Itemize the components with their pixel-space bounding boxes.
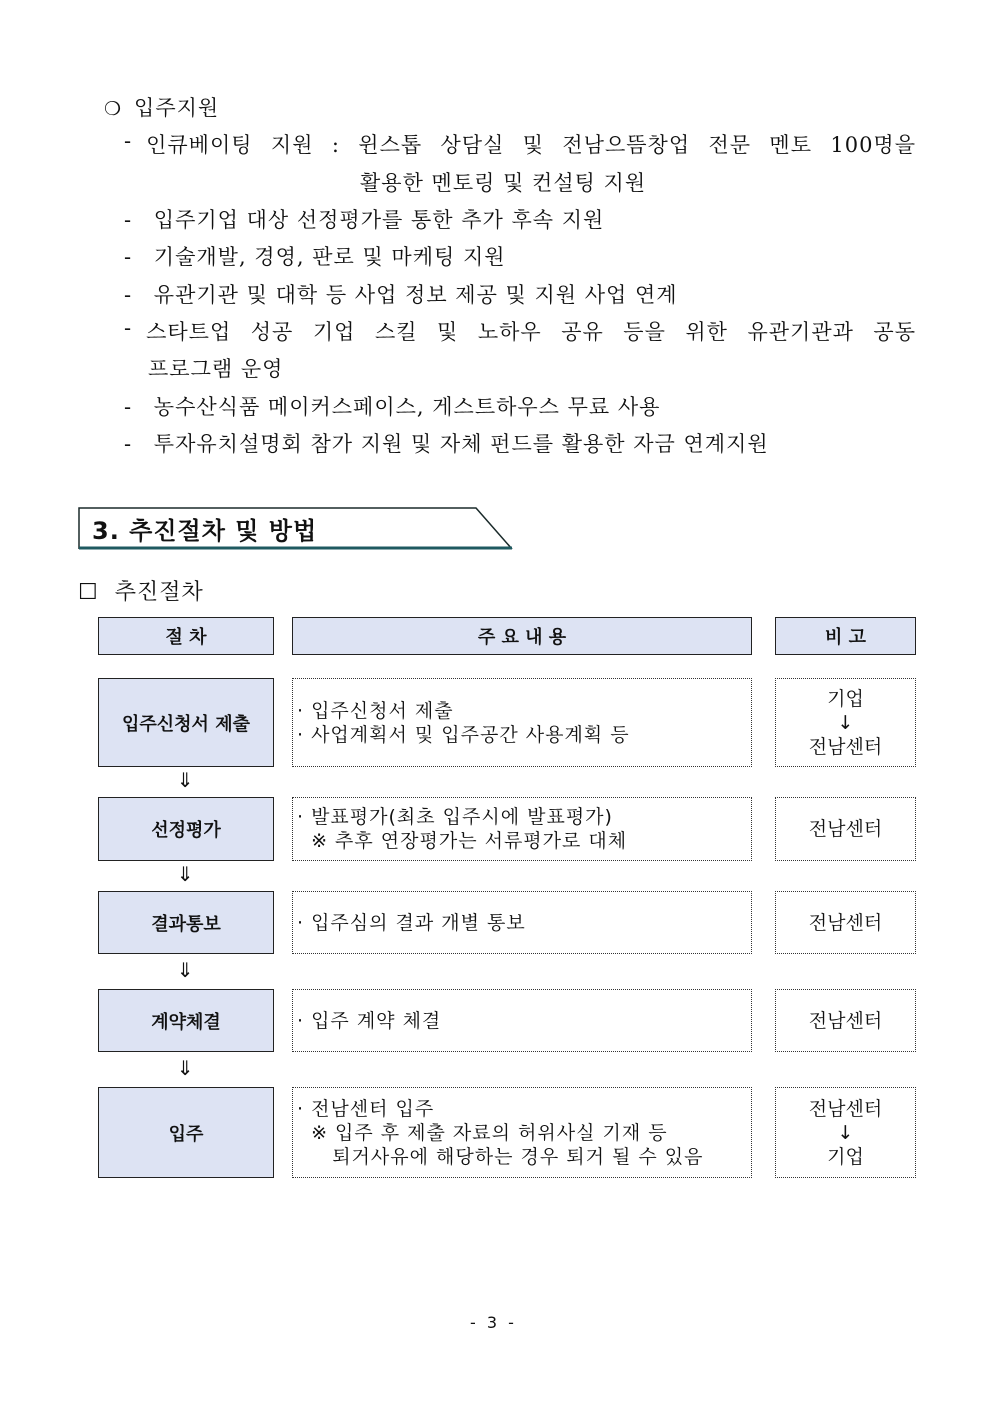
- flow-arrow-icon: ⇓: [176, 862, 194, 886]
- note-line: 전남센터: [808, 911, 883, 934]
- support-item-5-cont: 프로그램 운영: [148, 357, 284, 381]
- step-move-in: 입주: [98, 1087, 274, 1178]
- procedure-title: 추진절차: [114, 580, 204, 605]
- checkbox-icon: ☐: [78, 580, 99, 605]
- flow-arrow-icon: ⇓: [176, 958, 194, 982]
- support-item-3: [124, 241, 506, 271]
- content-line: 퇴거사유에 해당하는 경우 퇴거 될 수 있음: [297, 1145, 704, 1168]
- down-arrow-icon: ↓: [837, 711, 854, 734]
- support-item-4: [124, 279, 678, 309]
- header-step: 절 차: [98, 617, 274, 655]
- flow-arrow-icon: ⇓: [176, 768, 194, 792]
- content-contract: [292, 989, 752, 1052]
- note-notification: [775, 891, 916, 954]
- support-item-text: 농수산식품 메이커스페이스, 게스트하우스 무료 사용: [153, 395, 661, 419]
- note-move-in: [775, 1087, 916, 1178]
- content-line: · 입주 계약 체결: [297, 1009, 442, 1032]
- step-application: 입주신청서 제출: [98, 678, 274, 767]
- note-line: 기업: [827, 1145, 864, 1168]
- dash: -: [124, 283, 133, 307]
- note-contract: [775, 989, 916, 1052]
- support-item-text: 인큐베이팅 지원 : 윈스톱 상담실 및 전남으뜸창업 전문 멘토 100명을: [146, 133, 916, 157]
- content-line: ※ 입주 후 제출 자료의 허위사실 기재 등: [297, 1121, 668, 1144]
- content-line: · 입주심의 결과 개별 통보: [297, 911, 526, 934]
- down-arrow-icon: ↓: [837, 1121, 854, 1144]
- content-line: · 사업계획서 및 입주공간 사용계획 등: [297, 723, 630, 746]
- support-item-text: 투자유치설명회 참가 지원 및 자체 펀드를 활용한 자금 연계지원: [153, 432, 769, 456]
- support-item-5: [124, 316, 916, 346]
- support-heading: [104, 92, 219, 122]
- procedure-heading: [78, 575, 204, 606]
- note-application: [775, 678, 916, 767]
- support-item-text: 기술개발, 경영, 판로 및 마케팅 지원: [153, 245, 506, 269]
- note-evaluation: [775, 797, 916, 861]
- dash: -: [124, 208, 133, 232]
- content-line: · 발표평가(최초 입주시에 발표평가): [297, 806, 613, 828]
- content-notification: [292, 891, 752, 954]
- dash: -: [124, 395, 133, 419]
- support-item-1: [124, 129, 916, 159]
- note-line: 전남센터: [808, 818, 883, 840]
- flow-arrow-icon: ⇓: [176, 1056, 194, 1080]
- dash: -: [124, 245, 133, 269]
- step-evaluation: 선정평가: [98, 797, 274, 861]
- content-evaluation: [292, 797, 752, 861]
- dash: -: [124, 129, 133, 153]
- content-move-in: [292, 1087, 752, 1178]
- step-contract: 계약체결: [98, 989, 274, 1052]
- dash: -: [124, 432, 133, 456]
- header-note: 비 고: [775, 617, 916, 655]
- support-heading-text: 입주지원: [134, 96, 220, 120]
- support-item-text: 유관기관 및 대학 등 사업 정보 제공 및 지원 사업 연계: [153, 283, 678, 307]
- support-item-2: [124, 204, 604, 234]
- content-line: ※ 추후 연장평가는 서류평가로 대체: [297, 830, 628, 852]
- header-content: 주 요 내 용: [292, 617, 752, 655]
- page-number: - 3 -: [470, 1313, 517, 1332]
- content-line: · 전남센터 입주: [297, 1097, 435, 1120]
- support-item-text: 스타트업 성공 기업 스킬 및 노하우 공유 등을 위한 유관기관과 공동: [146, 320, 916, 344]
- step-notification: 결과통보: [98, 891, 274, 954]
- note-line: 전남센터: [808, 735, 883, 758]
- support-item-1-cont: 활용한 멘토링 및 컨설팅 지원: [360, 171, 647, 195]
- note-line: 전남센터: [808, 1009, 883, 1032]
- note-line: 기업: [827, 687, 864, 710]
- dash: -: [124, 316, 133, 340]
- section-header: [78, 507, 512, 549]
- circle-bullet-icon: ❍: [104, 98, 123, 120]
- support-item-text: 입주기업 대상 선정평가를 통한 추가 후속 지원: [153, 208, 605, 232]
- section-title: 3. 추진절차 및 방법: [92, 517, 318, 545]
- content-application: [292, 678, 752, 767]
- support-item-7: [124, 428, 769, 458]
- note-line: 전남센터: [808, 1097, 883, 1120]
- content-line: · 입주신청서 제출: [297, 699, 454, 722]
- support-item-6: [124, 391, 660, 421]
